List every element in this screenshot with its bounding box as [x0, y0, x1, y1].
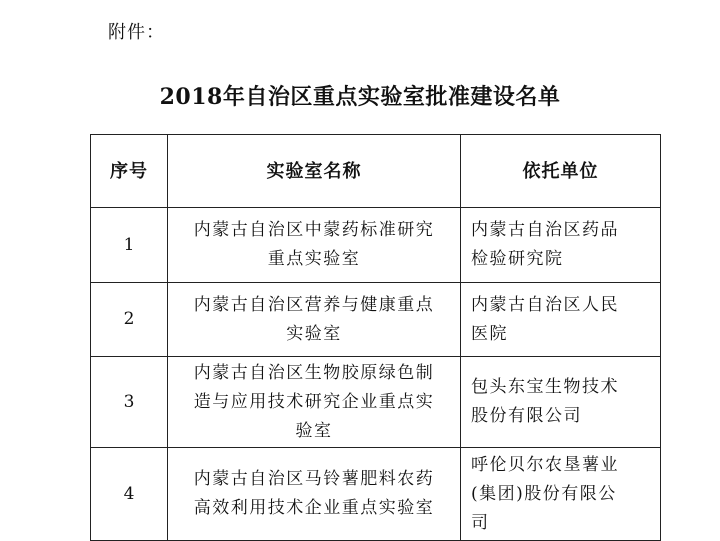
lab-name-cell	[168, 448, 461, 541]
host-institution-line: 医院	[471, 323, 508, 344]
lab-name-line: 验室	[295, 420, 333, 441]
table-header-row	[91, 135, 661, 208]
lab-name-line: 内蒙古自治区生物胶原绿色制	[193, 362, 435, 383]
lab-name-line: 重点实验室	[267, 249, 361, 269]
document-title: 2018年自治区重点实验室批准建设名单	[159, 84, 561, 110]
table-row	[91, 448, 661, 541]
lab-name-line: 造与应用技术研究企业重点实	[193, 391, 435, 412]
header-lab-name: 实验室名称	[168, 135, 461, 208]
host-institution-line: 司	[471, 512, 490, 533]
row-index: 2	[91, 283, 168, 357]
attachment-label: 附件：	[108, 22, 165, 43]
host-institution-line: 内蒙古自治区药品	[471, 220, 619, 240]
host-institution-cell	[461, 208, 661, 283]
host-institution-cell	[461, 448, 661, 541]
row-index: 1	[91, 208, 168, 283]
host-institution-line: 呼伦贝尔农垦薯业	[471, 454, 619, 475]
lab-name-line: 实验室	[286, 323, 342, 344]
host-institution-line: 包头东宝生物技术	[471, 377, 619, 397]
host-institution-line: (集团)股份有限公	[471, 483, 617, 504]
lab-name-cell	[168, 357, 461, 448]
row-index: 3	[91, 357, 168, 448]
lab-name-line: 内蒙古自治区马铃薯肥料农药	[193, 469, 435, 489]
host-institution-cell	[461, 283, 661, 357]
table-row	[91, 208, 661, 283]
row-index: 4	[91, 448, 168, 541]
lab-name-cell	[168, 208, 461, 283]
table-row	[91, 283, 661, 357]
header-host-institution: 依托单位	[461, 135, 661, 208]
host-institution-line: 检验研究院	[471, 249, 564, 269]
lab-name-line: 内蒙古自治区中蒙药标准研究	[193, 220, 435, 240]
host-institution-line: 股份有限公司	[471, 406, 582, 426]
host-institution-line: 内蒙古自治区人民	[471, 294, 619, 315]
lab-name-cell	[168, 283, 461, 357]
host-institution-cell	[461, 357, 661, 448]
lab-name-line: 内蒙古自治区营养与健康重点	[193, 294, 435, 315]
header-index: 序号	[91, 135, 168, 208]
laboratory-list-table	[90, 134, 661, 541]
table-row	[91, 357, 661, 448]
lab-name-line: 高效利用技术企业重点实验室	[193, 498, 435, 518]
